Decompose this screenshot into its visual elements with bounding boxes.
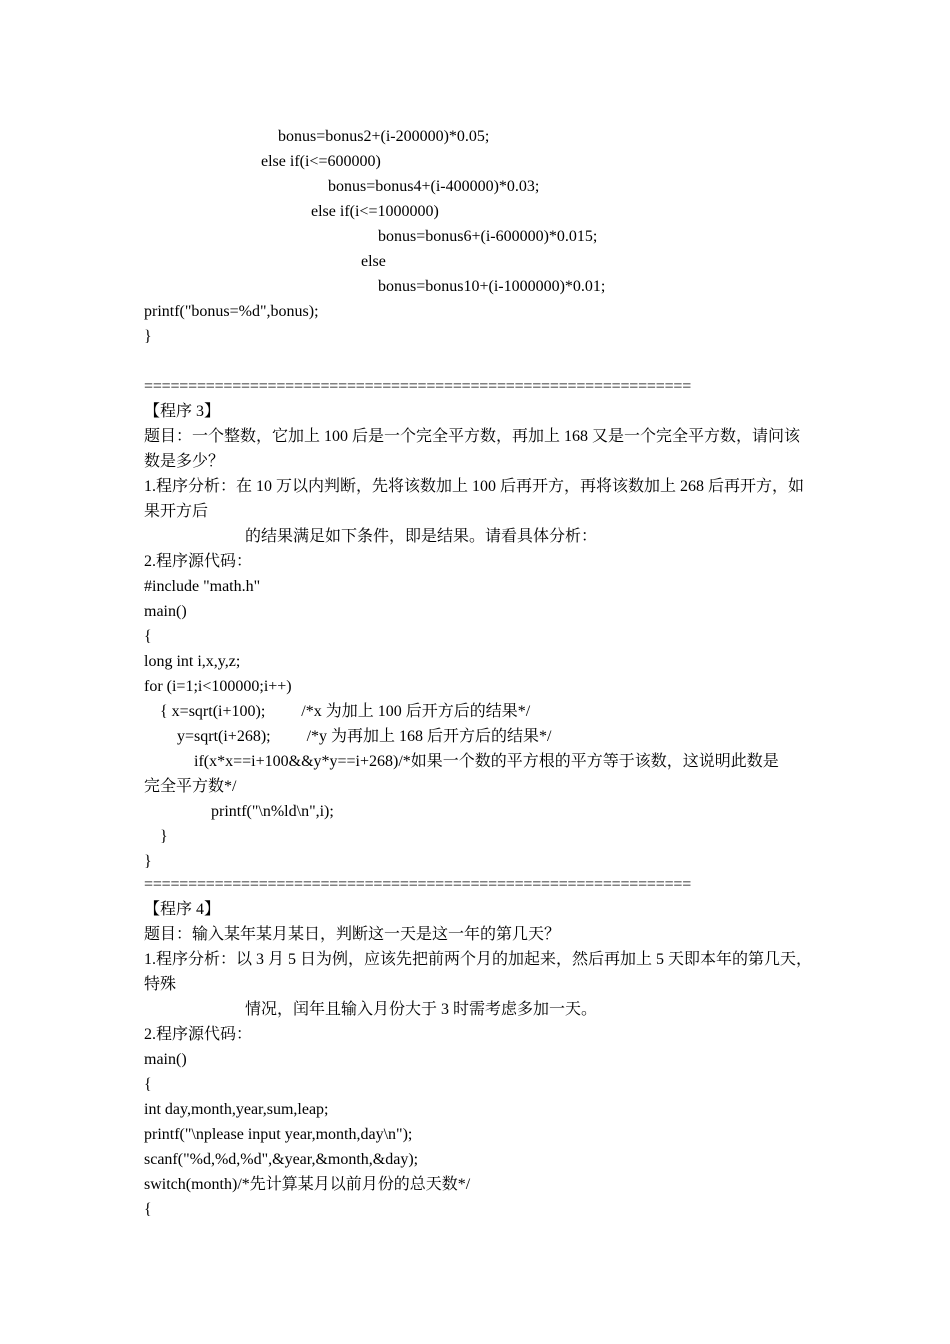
program-heading: 【程序 3】 [144,403,221,420]
problem-text: 数是多少？ [144,453,225,470]
code-line: main() [144,1051,187,1068]
analysis-text: 1.程序分析：在 10 万以内判断，先将该数加上 100 后再开方，再将该数加上 268 后再开方，如 [144,478,805,495]
code-line: printf("bonus=%d",bonus); [144,303,319,320]
code-line: else if(i<=600000) [261,153,381,170]
code-line: { [144,1201,152,1218]
code-line: else [361,253,386,270]
code-line: { x=sqrt(i+100); /*x 为加上 100 后开方后的结果*/ [160,703,531,720]
code-line: #include "math.h" [144,578,261,595]
analysis-text: 果开方后 [144,503,209,520]
source-label: 2.程序源代码： [144,1026,253,1043]
code-line: bonus=bonus6+(i-600000)*0.015; [378,228,598,245]
code-line: printf("\n%ld\n",i); [211,803,334,820]
analysis-text: 的结果满足如下条件，即是结果。请看具体分析： [245,528,598,545]
code-line: for (i=1;i<100000;i++) [144,678,292,695]
code-line: if(x*x==i+100&&y*y==i+268)/*如果一个数的平方根的平方等于该数，这说明此数是 [194,753,779,770]
code-line: 完全平方数*/ [144,778,237,795]
analysis-text: 特殊 [144,976,177,993]
code-line: main() [144,603,187,620]
code-line: } [160,828,168,845]
source-label: 2.程序源代码： [144,553,253,570]
code-line: y=sqrt(i+268); /*y 为再加上 168 后开方后的结果*/ [177,728,552,745]
code-line: else if(i<=1000000) [311,203,439,220]
code-line: scanf("%d,%d,%d",&year,&month,&day); [144,1151,419,1168]
code-line: int day,month,year,sum,leap; [144,1101,329,1118]
code-line: } [144,853,152,870]
code-line: printf("\nplease input year,month,day\n"); [144,1126,413,1143]
code-line: { [144,1076,152,1093]
program-heading: 【程序 4】 [144,901,221,918]
section-separator: ============================================================== [144,876,692,893]
code-line: { [144,628,152,645]
problem-text: 题目：输入某年某月某日，判断这一天是这一年的第几天？ [144,926,561,943]
code-line: long int i,x,y,z; [144,653,241,670]
section-separator: ============================================================== [144,378,692,395]
code-line: } [144,328,152,345]
code-line: bonus=bonus2+(i-200000)*0.05; [278,128,490,145]
analysis-text: 1.程序分析：以 3 月 5 日为例，应该先把前两个月的加起来，然后再加上 5 天即本年的第几天， [144,951,813,968]
code-line: bonus=bonus4+(i-400000)*0.03; [328,178,540,195]
problem-text: 题目：一个整数，它加上 100 后是一个完全平方数，再加上 168 又是一个完全平方数，请问该 [144,428,801,445]
code-line: bonus=bonus10+(i-1000000)*0.01; [378,278,606,295]
analysis-text: 情况，闰年且输入月份大于 3 时需考虑多加一天。 [245,1001,598,1018]
code-line: switch(month)/*先计算某月以前月份的总天数*/ [144,1176,471,1193]
